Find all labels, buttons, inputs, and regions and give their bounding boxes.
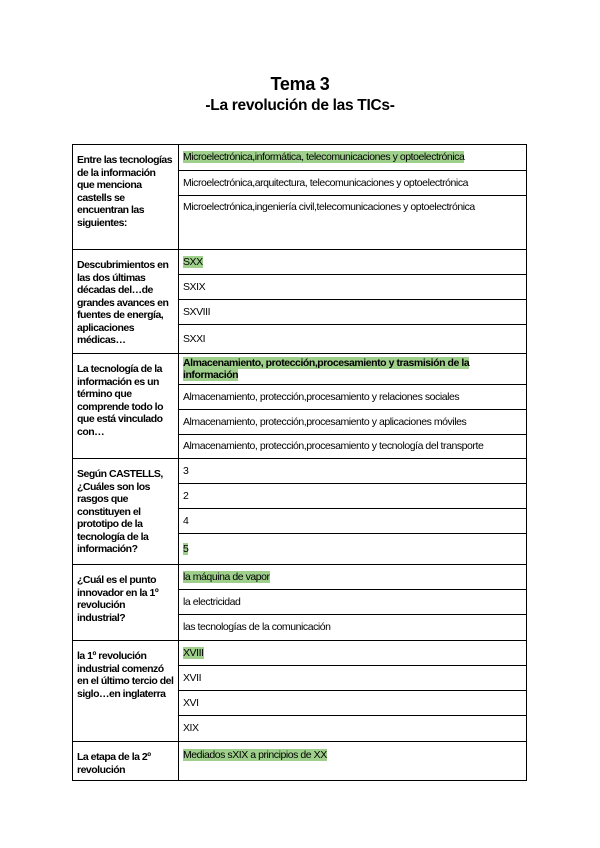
answer-cell[interactable] [179, 250, 527, 275]
answer-text: Almacenamiento, protección,procesamiento y tecnología del transporte [183, 440, 484, 453]
answer-text-correct: Almacenamiento, protección,procesamiento y trasmisión de la información [183, 356, 470, 381]
answer-cell[interactable] [179, 742, 527, 781]
answer-text-correct: XVIII [183, 646, 204, 659]
question-text: La etapa de la 2º revolución [77, 751, 151, 776]
answer-text: Almacenamiento, protección,procesamiento y relaciones sociales [183, 390, 460, 403]
answer-text-correct: Mediados sXIX a principios de XX [183, 749, 327, 761]
quiz-table [72, 144, 527, 781]
answer-cell[interactable] [179, 534, 527, 565]
table-row [73, 742, 527, 781]
question-cell [73, 459, 179, 565]
answer-cell[interactable] [179, 641, 527, 666]
answer-cell[interactable] [179, 691, 527, 716]
answer-cell[interactable] [179, 666, 527, 691]
answer-text: SXIX [183, 280, 206, 293]
answer-text: 2 [183, 489, 189, 502]
answer-text: XIX [183, 722, 199, 735]
answer-text: Microelectrónica,arquitectura, telecomunicaciones y optoelectrónica [183, 176, 469, 189]
table-row [73, 354, 527, 385]
answer-text: la electricidad [183, 595, 241, 608]
answer-cell[interactable] [179, 196, 527, 250]
answer-text: Microelectrónica,ingeniería civil,telecomunicaciones y optoelectrónica [183, 201, 475, 213]
answer-cell[interactable] [179, 325, 527, 354]
answer-cell[interactable] [179, 459, 527, 484]
page-title: Tema 3 [270, 74, 330, 94]
answer-text-correct: Microelectrónica,informática, telecomunicaciones y optoelectrónica [183, 151, 465, 164]
page-subtitle: -La revolución de las TICs- [205, 97, 395, 114]
question-text: ¿Cuál es el punto innovador en la 1º revolución industrial? [77, 574, 159, 624]
answer-cell[interactable] [179, 410, 527, 435]
answer-text: SXXI [183, 332, 206, 345]
answer-cell[interactable] [179, 435, 527, 459]
answer-cell[interactable] [179, 300, 527, 325]
question-cell [73, 565, 179, 641]
question-text: Descubrimientos en las dos últimas décadas del…de grandes avances en fuentes de energía, aplicaciones médicas… [77, 259, 169, 346]
table-row [73, 250, 527, 275]
table-row [73, 565, 527, 590]
answer-cell[interactable] [179, 145, 527, 171]
answer-text: 4 [183, 514, 189, 527]
answer-text: Almacenamiento, protección,procesamiento y aplicaciones móviles [183, 415, 467, 428]
answer-cell[interactable] [179, 171, 527, 196]
question-text: Entre las tecnologías de la información que menciona castells se encuentran las siguientes: [77, 154, 173, 229]
question-cell [73, 145, 179, 250]
answer-cell[interactable] [179, 590, 527, 615]
table-row [73, 459, 527, 484]
answer-cell[interactable] [179, 716, 527, 742]
answer-cell[interactable] [179, 275, 527, 300]
answer-cell[interactable] [179, 615, 527, 641]
answer-text: 3 [183, 464, 189, 477]
table-row [73, 145, 527, 171]
answer-cell[interactable] [179, 484, 527, 509]
answer-text-correct: la máquina de vapor [183, 570, 270, 583]
answer-text: SXVIII [183, 305, 211, 318]
question-cell [73, 742, 179, 781]
answer-cell[interactable] [179, 354, 527, 385]
answer-cell[interactable] [179, 509, 527, 534]
table-row [73, 641, 527, 666]
answer-cell[interactable] [179, 385, 527, 410]
question-text: la 1º revolución industrial comenzó en el último tercio del siglo…en inglaterra [77, 650, 174, 700]
question-cell [73, 354, 179, 459]
answer-text-correct: SXX [183, 255, 203, 268]
question-cell [73, 250, 179, 354]
answer-text: las tecnologías de la comunicación [183, 621, 331, 634]
answer-cell[interactable] [179, 565, 527, 590]
answer-text: XVII [183, 671, 202, 684]
question-cell [73, 641, 179, 742]
answer-text: XVI [183, 696, 199, 709]
question-text: La tecnología de la información es un término que comprende todo lo que está vinculado con… [77, 363, 163, 438]
question-text: Según CASTELLS, ¿Cuáles son los rasgos que constituyen el prototipo de la tecnología de la información? [77, 468, 163, 555]
answer-text-correct: 5 [183, 542, 189, 555]
